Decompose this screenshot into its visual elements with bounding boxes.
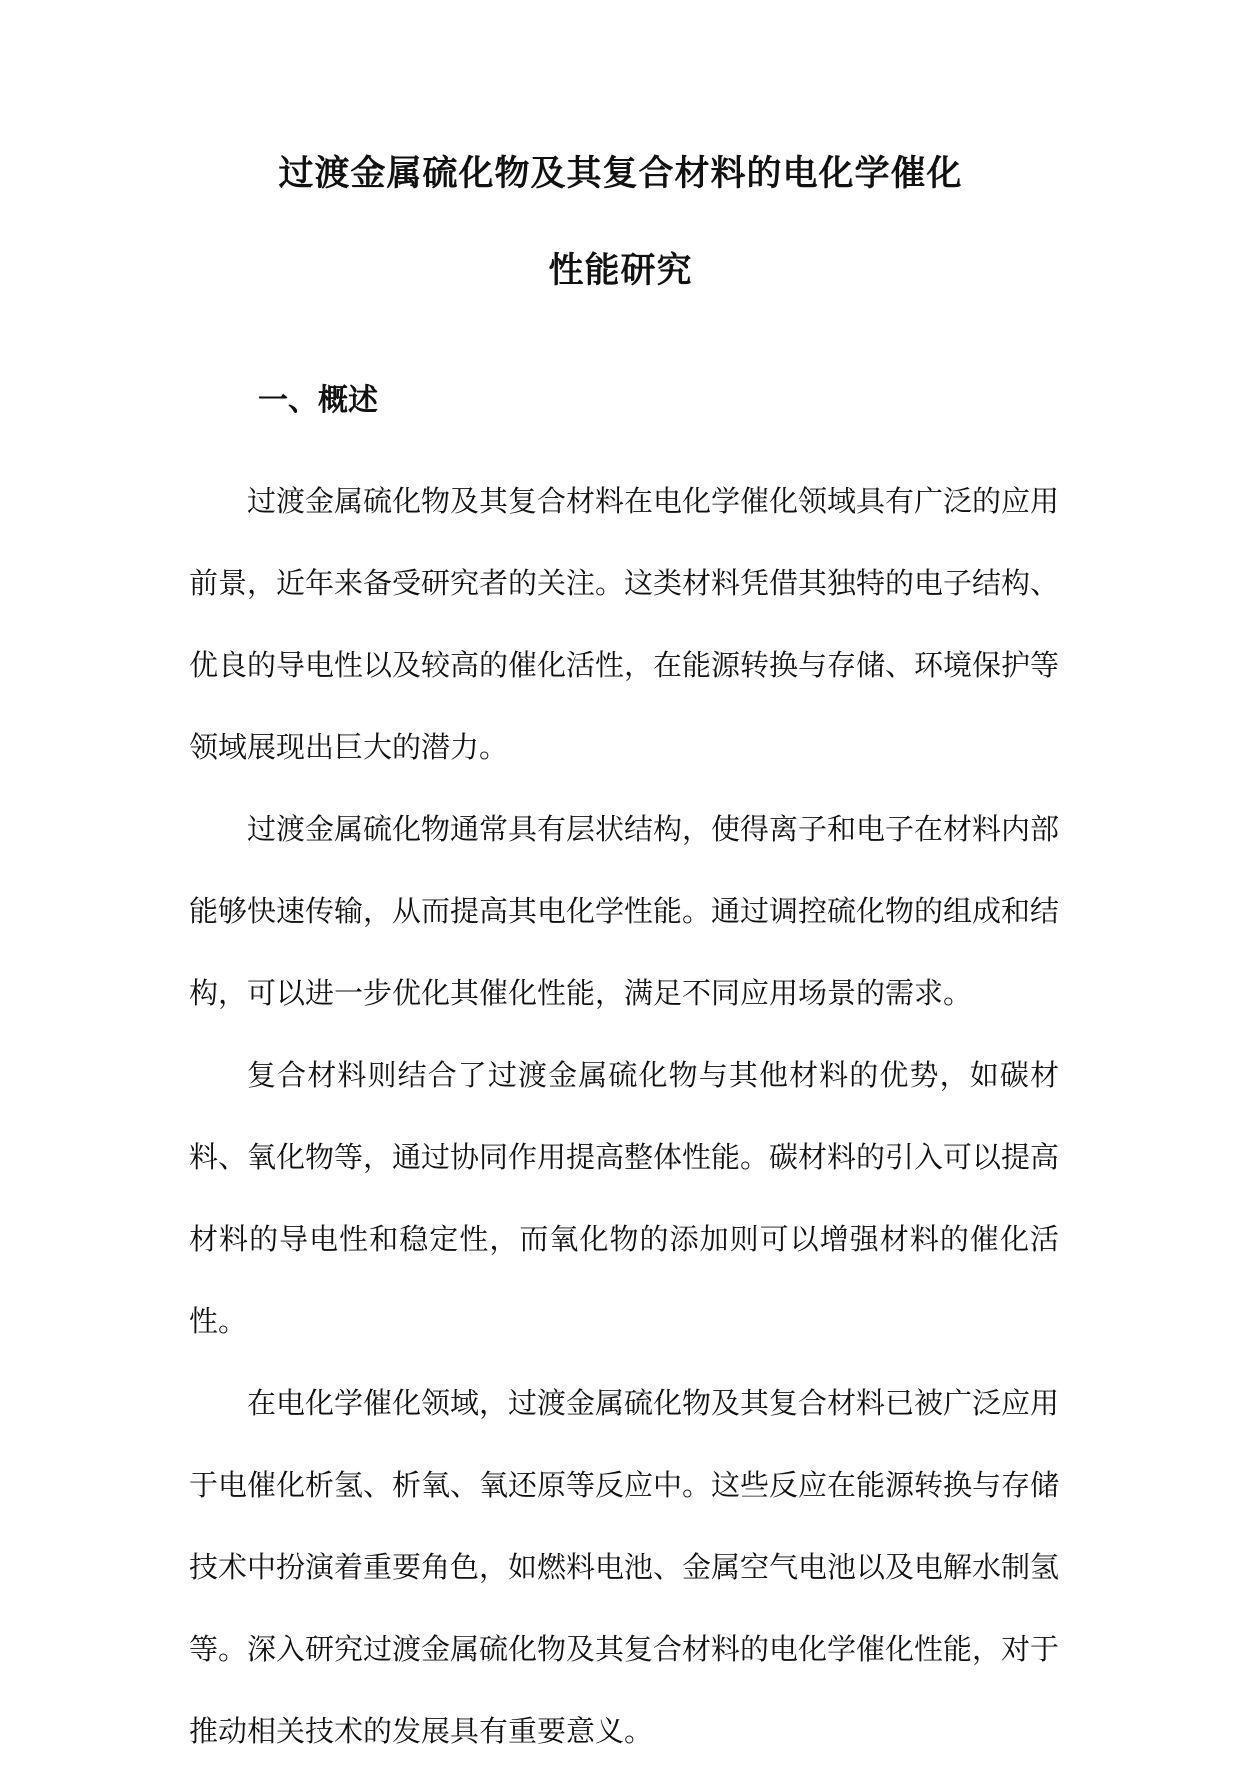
document-title-line-1: 过渡金属硫化物及其复合材料的电化学催化 [278, 154, 963, 194]
section-heading: 一、概述 [258, 383, 378, 418]
body-text [189, 460, 1059, 1772]
paragraph-1: 过渡金属硫化物及其复合材料在电化学催化领域具有广泛的应用前景，近年来备受研究者的关注。这类材料凭借其独特的电子结构、优良的导电性以及较高的催化活性，在能源转换与存储、环境保护等领域展现出巨大的潜力。 [189, 484, 1060, 764]
paragraph-3: 复合材料则结合了过渡金属硫化物与其他材料的优势，如碳材料、氧化物等，通过协同作用提高整体性能。碳材料的引入可以提高材料的导电性和稳定性，而氧化物的添加则可以增强材料的催化活性。 [189, 1058, 1060, 1338]
paragraph-4: 在电化学催化领域，过渡金属硫化物及其复合材料已被广泛应用于电催化析氢、析氧、氧还原等反应中。这些反应在能源转换与存储技术中扮演着重要角色，如燃料电池、金属空气电池以及电解水制氢等。深入研究过渡金属硫化物及其复合材料的电化学催化性能，对于推动相关技术的发展具有重要意义。 [189, 1386, 1060, 1748]
paragraph-2: 过渡金属硫化物通常具有层状结构，使得离子和电子在材料内部能够快速传输，从而提高其电化学性能。通过调控硫化物的组成和结构，可以进一步优化其催化性能，满足不同应用场景的需求。 [189, 812, 1060, 1010]
document-title-line-2: 性能研究 [548, 251, 693, 291]
